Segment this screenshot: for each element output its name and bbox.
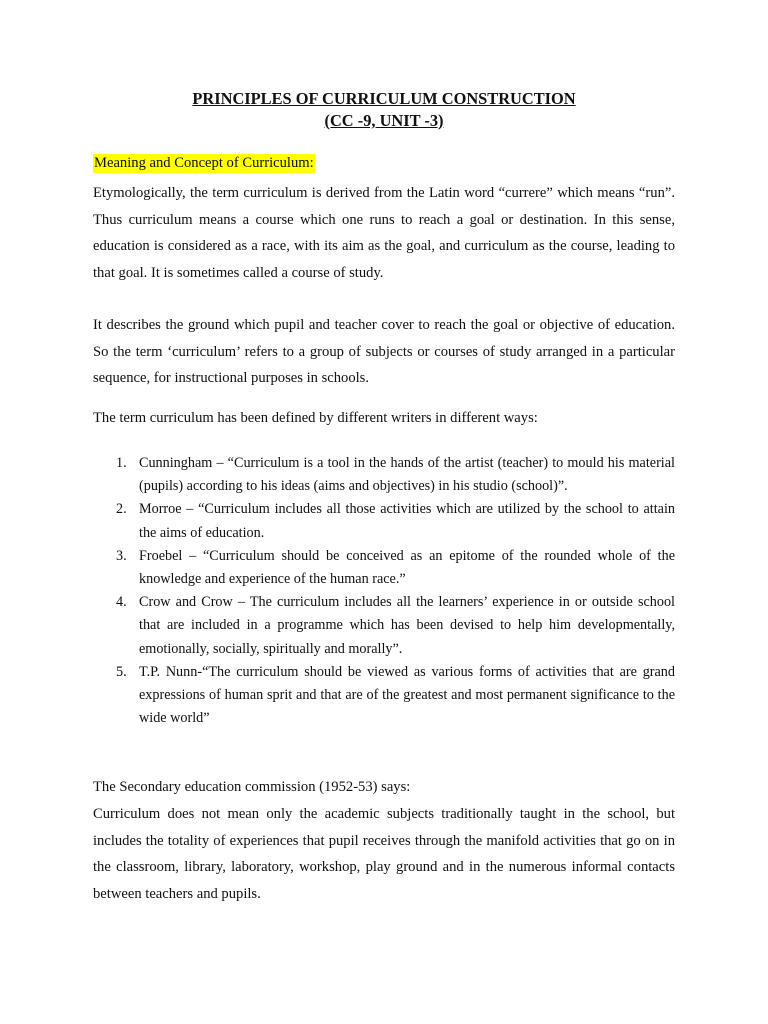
- paragraph-commission-intro: The Secondary education commission (1952-53) says:: [93, 779, 411, 795]
- list-item: [93, 661, 675, 731]
- document-subtitle: (CC -9, UNIT -3): [324, 111, 444, 130]
- paragraph-definitions-intro: The term curriculum has been defined by different writers in different ways:: [93, 410, 538, 426]
- title-block: [0, 88, 768, 132]
- list-item-text: Cunningham – “Curriculum is a tool in the hands of the artist (teacher) to mould his material (pupils) according to his ideas (aims and objectives) in his studio (school)”.: [139, 455, 675, 495]
- list-item: [93, 452, 675, 498]
- list-item: [93, 545, 675, 591]
- list-item-text: T.P. Nunn-“The curriculum should be viewed as various forms of activities that are grand expressions of human sprit and that are of the greatest and most permanent significance to the wide world”: [139, 663, 675, 727]
- list-item-text: Crow and Crow – The curriculum includes all the learners’ experience in or outside school that are included in a programme which has been devised to help him developmentally, emotionally, socially, spiritually and morally”.: [139, 594, 675, 657]
- document-title: PRINCIPLES OF CURRICULUM CONSTRUCTION: [192, 89, 576, 108]
- list-item-text: Froebel – “Curriculum should be conceived as an epitome of the rounded whole of the knowledge and experience of the human race.”: [139, 547, 675, 588]
- list-item: [93, 591, 675, 661]
- list-item-number: 5.: [116, 663, 127, 680]
- paragraph-commission-definition: Curriculum does not mean only the academic subjects traditionally taught in the school, but includes the totality of experiences that pupil receives through the manifold activities that go on in the classroom, library, laboratory, workshop, play ground and in the numerous informal contacts between teachers and pupils.: [93, 806, 675, 902]
- section-heading: Meaning and Concept of Curriculum:: [94, 155, 314, 171]
- list-item-number: 3.: [116, 547, 127, 564]
- definitions-list: [93, 452, 675, 730]
- section-heading-wrap: [93, 154, 675, 173]
- list-item-number: 4.: [116, 594, 127, 611]
- paragraph-ground: It describes the ground which pupil and teacher cover to reach the goal or objective of education. So the term ‘curriculum’ refers to a group of subjects or courses of study arranged in a particular sequence, for instructional purposes in schools.: [93, 317, 675, 386]
- list-item-number: 2.: [116, 501, 127, 518]
- list-item-number: 1.: [116, 455, 127, 471]
- list-item: [93, 498, 675, 544]
- paragraph-etymology: Etymologically, the term curriculum is derived from the Latin word “currere” which means “run”. Thus curriculum means a course which one runs to reach a goal or destination. In this sense, education is considered as a race, with its aim as the goal, and curriculum as the course, leading to that goal. It is sometimes called a course of study.: [93, 185, 675, 281]
- list-item-text: Morroe – “Curriculum includes all those activities which are utilized by the school to attain the aims of education.: [139, 501, 675, 541]
